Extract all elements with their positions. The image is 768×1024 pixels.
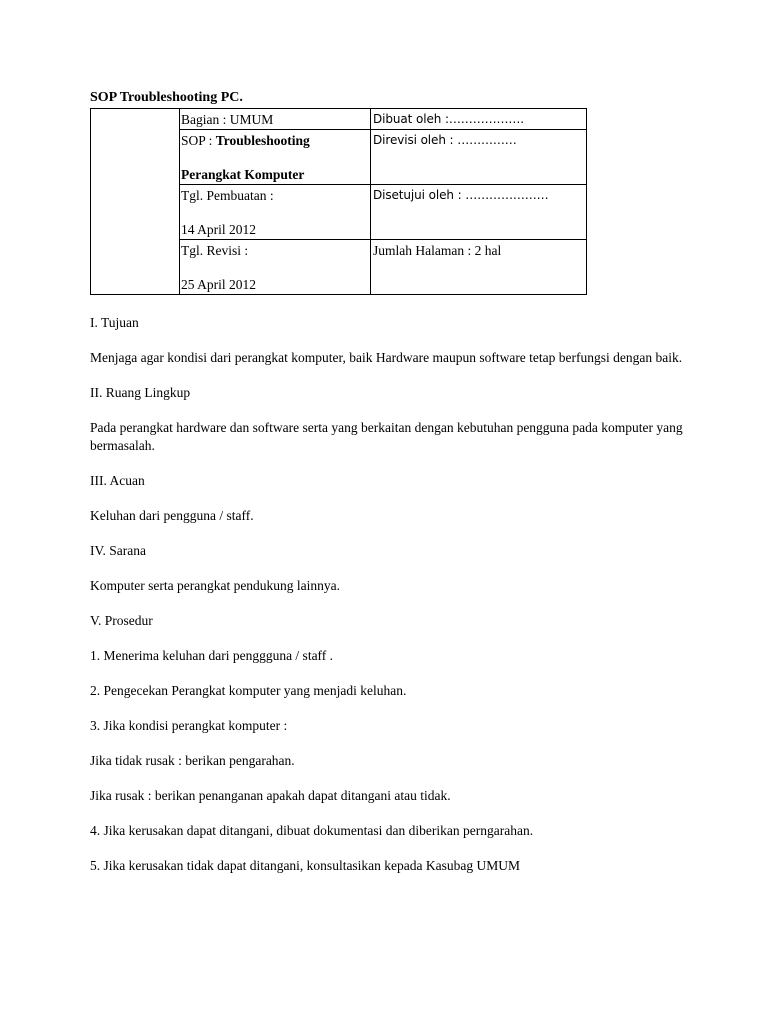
section-text-ruang-lingkup: Pada perangkat hardware dan software serta yang berkaitan dengan kebutuhan pengguna pada komputer yang bermasalah. bbox=[90, 420, 683, 453]
section-heading-ruang-lingkup: II. Ruang Lingkup bbox=[90, 385, 191, 400]
disetujui-oleh-cell bbox=[371, 185, 586, 239]
table-row bbox=[180, 109, 586, 130]
dibuat-oleh-text: Dibuat oleh :………………. bbox=[373, 112, 525, 126]
jumlah-halaman-text: Jumlah Halaman : 2 hal bbox=[373, 243, 502, 258]
tgl-pembuatan-label: Tgl. Pembuatan : bbox=[181, 188, 274, 203]
table-row bbox=[180, 185, 586, 240]
sop-info-grid bbox=[180, 109, 586, 294]
sop-header-table bbox=[90, 108, 587, 295]
section-text-tujuan: Menjaga agar kondisi dari perangkat komputer, baik Hardware maupun software tetap berfungsi dengan baik. bbox=[90, 350, 683, 365]
tgl-revisi-label: Tgl. Revisi : bbox=[181, 243, 249, 258]
sop-prefix: SOP : bbox=[181, 133, 216, 148]
direvisi-oleh-cell bbox=[371, 130, 586, 184]
procedure-step: 1. Menerima keluhan dari penggguna / staff . bbox=[90, 648, 334, 663]
disetujui-oleh-text: Disetujui oleh : ………………… bbox=[373, 188, 549, 202]
document-title: SOP Troubleshooting PC. bbox=[90, 90, 243, 105]
table-row bbox=[180, 240, 586, 295]
procedure-step: 3. Jika kondisi perangkat komputer : bbox=[90, 718, 288, 733]
procedure-step: 4. Jika kerusakan dapat ditangani, dibuat dokumentasi dan diberikan perngarahan. bbox=[90, 823, 534, 838]
bagian-text: Bagian : UMUM bbox=[181, 112, 274, 127]
procedure-substep: Jika tidak rusak : berikan pengarahan. bbox=[90, 753, 295, 768]
section-heading-tujuan: I. Tujuan bbox=[90, 315, 139, 330]
table-row bbox=[180, 130, 586, 185]
dibuat-oleh-cell bbox=[371, 109, 586, 129]
section-heading-acuan: III. Acuan bbox=[90, 473, 145, 488]
jumlah-halaman-cell bbox=[371, 240, 586, 295]
section-heading-prosedur: V. Prosedur bbox=[90, 613, 153, 628]
sop-name-line-2: Perangkat Komputer bbox=[181, 167, 305, 182]
sop-name-line-1: Troubleshooting bbox=[215, 133, 310, 148]
procedure-substep: Jika rusak : berikan penanganan apakah dapat ditangani atau tidak. bbox=[90, 788, 451, 803]
tgl-revisi-value: 25 April 2012 bbox=[181, 277, 257, 292]
tgl-revisi-cell bbox=[180, 240, 371, 295]
sop-name-cell bbox=[180, 130, 371, 184]
section-text-acuan: Keluhan dari pengguna / staff. bbox=[90, 508, 254, 523]
direvisi-oleh-text: Direvisi oleh : …………… bbox=[373, 133, 517, 147]
section-text-sarana: Komputer serta perangkat pendukung lainnya. bbox=[90, 578, 341, 593]
document-body bbox=[90, 314, 690, 892]
tgl-pembuatan-value: 14 April 2012 bbox=[181, 222, 257, 237]
tgl-pembuatan-cell bbox=[180, 185, 371, 239]
logo-cell bbox=[91, 109, 180, 294]
procedure-step: 5. Jika kerusakan tidak dapat ditangani, konsultasikan kepada Kasubag UMUM bbox=[90, 858, 521, 873]
bagian-cell bbox=[180, 109, 371, 129]
section-heading-sarana: IV. Sarana bbox=[90, 543, 146, 558]
procedure-step: 2. Pengecekan Perangkat komputer yang menjadi keluhan. bbox=[90, 683, 407, 698]
